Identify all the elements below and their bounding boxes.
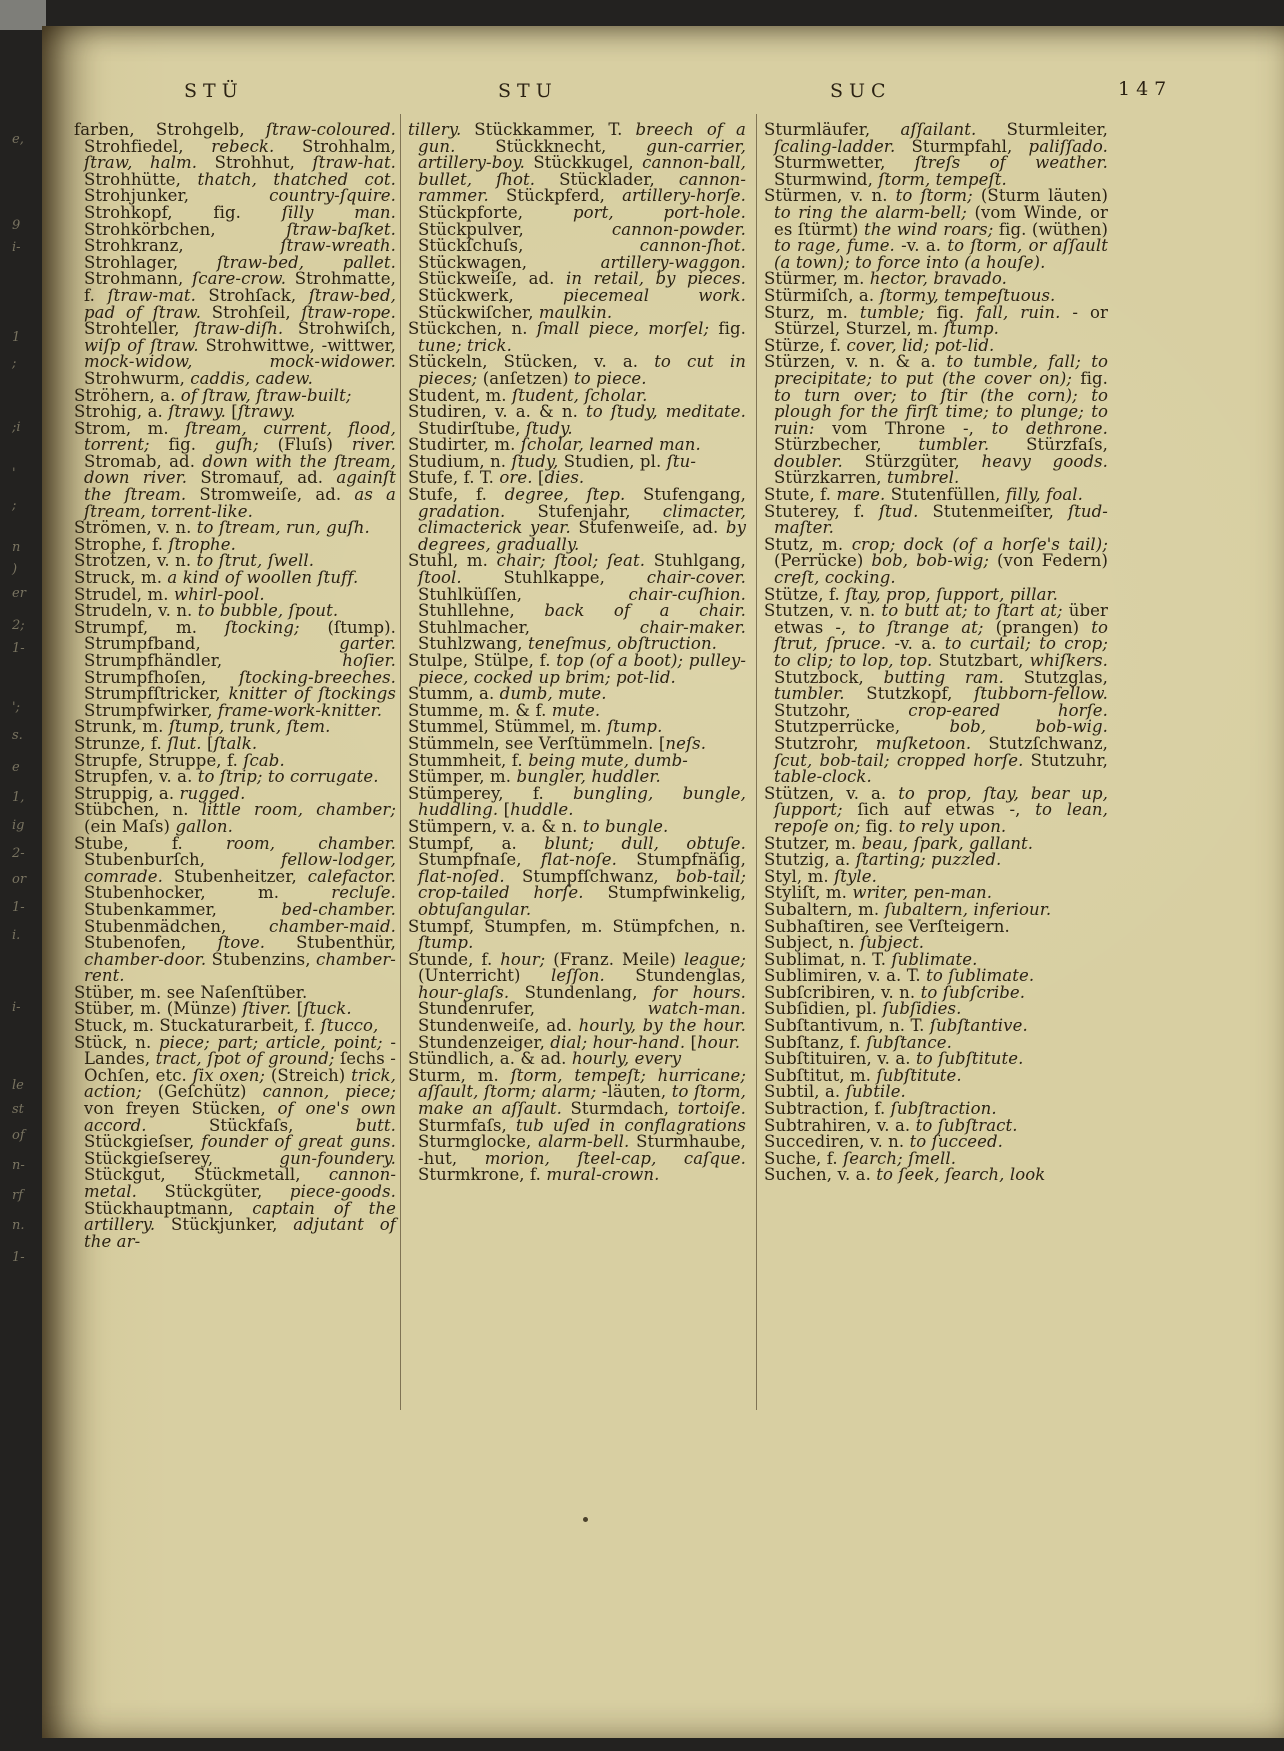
dictionary-entry: Sturm, m. ſtorm, tempeſt; hurricane; aſſault, ſtorm; alarm; -läuten, to ſtorm, make an aſſault. Sturmdach, tortoiſe. Sturmfaſs, tub uſed in conflagrations Sturmglocke, alarm-bell. Sturmhaube, -hut, morion, ſteel-cap, caſque. Sturmkrone, f. mural-crown. <box>408 1065 747 1185</box>
dictionary-entry: Stummel, Stümmel, m. ſtump. <box>408 717 663 737</box>
bleedthrough-mark: 1- <box>12 900 25 915</box>
dictionary-entry: Stutzen, v. n. to butt at; to ſtart at; über etwas -, to ſtrange at; (prangen) to ſtrut, ſpruce. -v. a. to curtail; to crop; to clip; to lop, top. Stutzbart, whiſkers. Stutzbock, butting ram. Stutzglas, tumbler. Stutzkopf, ſtubborn-fellow. Stutzohr, crop-eared horſe. Stutzperrücke, bob, bob-wig. Stutzrohr, muſketoon. Stutzſchwanz, ſcut, bob-tail; cropped horſe. Stutzuhr, table-clock. <box>764 601 1109 787</box>
gutter-bleedthrough-marks <box>0 0 44 1751</box>
dictionary-entry: Strunze, f. ſlut. [ſtalk. <box>74 733 258 753</box>
dictionary-entry: Stulpe, Stülpe, f. top (of a boot); pulley-piece, cocked up brim; pot-lid. <box>408 651 746 687</box>
dictionary-entry: Struppig, a. rugged. <box>74 783 246 803</box>
bleedthrough-mark: ; <box>12 356 17 371</box>
bleedthrough-mark: 9 <box>12 218 21 233</box>
dictionary-entry: Stummheit, f. being mute, dumb- <box>408 750 688 770</box>
dictionary-entry: Studiren, v. a. & n. to ſtudy, meditate. Studirſtube, ſtudy. <box>408 402 746 438</box>
dictionary-entry: Strom, m. ſtream, current, flood, torrent; fig. guſh; (Fluſs) river. Stromab, ad. down with the ſtream, down river. Stromauf, ad. againſt the ſtream. Stromweiſe, ad. as a ſtream, torrent-like. <box>74 418 396 521</box>
dictionary-entry: Studium, n. ſtudy, Studien, pl. ſtu- <box>408 451 696 471</box>
bleedthrough-mark: ;i <box>12 420 21 435</box>
column-rule-left <box>400 114 401 1410</box>
dictionary-entry: Subſtituiren, v. a. to ſubſtitute. <box>764 1049 1024 1069</box>
dictionary-entry: Strömen, v. n. to ſtream, run, guſh. <box>74 518 370 538</box>
running-head-right-catchword: SUC <box>830 80 892 102</box>
bleedthrough-mark: ; <box>12 498 17 513</box>
dictionary-entry: Strohig, a. ſtrawy. [ſtrawy. <box>74 402 296 422</box>
dictionary-entry: Studirter, m. ſcholar, learned man. <box>408 435 701 455</box>
dictionary-entry: Stuhl, m. chair; ſtool; ſeat. Stuhlgang, ſtool. Stuhlkappe, chair-cover. Stuhlküſſen, chair-cuſhion. Stuhllehne, back of a chair. Stuhlmacher, chair-maker. Stuhlzwang, teneſmus, obſtruction. <box>408 551 746 654</box>
bleedthrough-mark: rf <box>12 1188 24 1203</box>
bleedthrough-mark: e <box>12 760 20 775</box>
bleedthrough-mark: er <box>12 586 26 601</box>
bleedthrough-mark: i- <box>12 240 21 255</box>
dictionary-entry: Sturz, m. tumble; fig. fall, ruin. - or Stürzel, Sturzel, m. ſtump. <box>764 302 1108 339</box>
bleedthrough-mark: st <box>12 1102 24 1117</box>
dictionary-entry: Subtrahiren, v. a. to ſubſtract. <box>764 1115 1018 1135</box>
dictionary-entry: Subſcribiren, v. n. to ſubſcribe. <box>764 982 1026 1002</box>
dictionary-entry: Struck, m. a kind of woollen ſtuff. <box>74 568 359 588</box>
bleedthrough-mark: of <box>12 1128 25 1143</box>
running-head-left-catchword: STÜ <box>184 80 244 102</box>
dictionary-entry: Stürmiſch, a. ſtormy, tempeſtuous. <box>764 285 1056 305</box>
dictionary-entry: Stute, f. mare. Stutenfüllen, filly, foal. <box>764 485 1084 505</box>
bleedthrough-mark: e, <box>12 132 24 147</box>
bleedthrough-mark: le <box>12 1078 24 1093</box>
dictionary-entry: Student, m. ſtudent, ſcholar. <box>408 385 648 405</box>
dictionary-entry: Stunde, f. hour; (Franz. Meile) league; (Unterricht) leſſon. Stundenglas, hour-glaſs. Stundenlang, for hours. Stundenrufer, watch-man. Stundenweiſe, ad. hourly, by the hour. Stundenzeiger, dial; hour-hand. [hour. <box>408 949 747 1052</box>
dictionary-entry: Subſtanz, f. ſubſtance. <box>764 1032 952 1052</box>
dictionary-entry: Sturmläufer, aſſailant. Sturmleiter, ſcaling-ladder. Sturmpfahl, paliſſado. Sturmwetter, ſtreſs of weather. Sturmwind, ſtorm, tempeſt. <box>764 120 1108 189</box>
dictionary-entry: Stumpf, a. blunt; dull, obtuſe. Stumpfnaſe, flat-noſe. Stumpfnäſig, flat-noſed. Stumpfſchwanz, bob-tail; crop-tailed horſe. Stumpfwinkelig, obtuſangular. <box>408 833 746 919</box>
dictionary-entry: Stufe, f. T. ore. [dies. <box>408 468 585 488</box>
dictionary-entry: Subhaſtiren, see Verſteigern. <box>764 916 1010 936</box>
running-head-center-catchword: STU <box>498 80 558 102</box>
dictionary-entry: Stuterey, f. ſtud. Stutenmeiſter, ſtud-maſter. <box>764 501 1108 538</box>
dictionary-entry: Strunk, m. ſtump, trunk, ſtem. <box>74 717 331 737</box>
dictionary-entry: Stürze, f. cover, lid; pot-lid. <box>764 335 995 355</box>
dictionary-entry: Stückeln, Stücken, v. a. to cut in pieces; (anſetzen) to piece. <box>408 352 746 388</box>
dictionary-entry: Stümmeln, see Verſtümmeln. [neſs. <box>408 733 707 753</box>
dictionary-entry: Subſtantivum, n. T. ſubſtantive. <box>764 1016 1028 1036</box>
bleedthrough-mark: s. <box>12 728 23 743</box>
dictionary-column-2 <box>408 122 746 1184</box>
bleedthrough-mark: n. <box>12 1218 25 1233</box>
dictionary-entry: Styl, m. ſtyle. <box>764 866 878 886</box>
dictionary-column-3 <box>764 122 1108 1184</box>
dictionary-entry: Suchen, v. a. to ſeek, ſearch, look <box>764 1165 1046 1185</box>
bleedthrough-mark: 1- <box>12 641 25 656</box>
dictionary-entry: Strudel, m. whirl-pool. <box>74 584 265 604</box>
bleedthrough-mark: '; <box>12 700 20 715</box>
dictionary-entry: Strophe, f. ſtrophe. <box>74 534 236 554</box>
dictionary-entry: Stümpern, v. a. & n. to bungle. <box>408 816 669 836</box>
dictionary-entry: Stutzig, a. ſtarting; puzzled. <box>764 850 1002 870</box>
bleedthrough-mark: i- <box>12 1000 21 1015</box>
dictionary-entry: Subſidien, pl. ſubſidies. <box>764 999 962 1019</box>
dictionary-entry: Sublimiren, v. a. T. to ſublimate. <box>764 966 1035 986</box>
dictionary-entry: Subaltern, m. ſubaltern, inferiour. <box>764 899 1052 919</box>
ink-speck <box>583 1517 588 1522</box>
dictionary-entry: Subject, n. ſubject. <box>764 933 925 953</box>
dictionary-entry: Subſtitut, m. ſubſtitute. <box>764 1065 962 1085</box>
dictionary-entry: Stückchen, n. ſmall piece, morſel; fig. tune; trick. <box>408 319 746 355</box>
page-number: 147 <box>1118 78 1173 100</box>
dictionary-entry: Stübchen, n. little room, chamber; (ein Maſs) gallon. <box>74 800 396 836</box>
dictionary-entry: Stutzer, m. beau, ſpark, gallant. <box>764 833 1034 853</box>
dictionary-entry: Stumme, m. & f. mute. <box>408 700 601 720</box>
dictionary-entry: Subtraction, f. ſubſtraction. <box>764 1099 997 1119</box>
dictionary-entry: Stündlich, a. & ad. hourly, every <box>408 1049 682 1069</box>
dictionary-entry: Stück, n. piece; part; article, point; - Landes, tract, ſpot of ground; ſechs - Ochſen, etc. ſix oxen; (Streich) trick, action; (Geſchütz) cannon, piece; von freyen Stücken, of one's own accord. Stückfaſs, butt. Stückgieſser, founder of great guns. Stückgieſserey, gun-foundery. Stückgut, Stückmetall, cannon-metal. Stückgüter, piece-goods. Stückhauptmann, captain of the artillery. Stückjunker, adjutant of the ar- <box>74 1032 397 1251</box>
dictionary-entry: farben, Strohgelb, ſtraw-coloured. Strohfiedel, rebeck. Strohhalm, ſtraw, halm. Strohhut, ſtraw-hat. Strohhütte, thatch, thatched cot. Strohjunker, country-ſquire. Strohkopf, fig. ſilly man. Strohkörbchen, ſtraw-baſket. Strohkranz, ſtraw-wreath. Strohlager, ſtraw-bed, pallet. Strohmann, ſcare-crow. Strohmatte, f. ſtraw-mat. Strohſack, ſtraw-bed, pad of ſtraw. Strohſeil, ſtraw-rope. Strohteller, ſtraw-diſh. Strohwiſch, wiſp of ſtraw. Strohwittwe, -wittwer, mock-widow, mock-widower. Strohwurm, caddis, cadew. <box>74 120 397 388</box>
dictionary-entry: Succediren, v. n. to ſucceed. <box>764 1132 1004 1152</box>
dictionary-entry: Subtil, a. ſubtile. <box>764 1082 906 1102</box>
dictionary-column-1 <box>74 122 396 1250</box>
dictionary-entry: Ströhern, a. of ſtraw, ſtraw-built; <box>74 385 352 405</box>
column-rule-right <box>756 114 757 1410</box>
dictionary-entry: Sublimat, n. T. ſublimate. <box>764 949 978 969</box>
bleedthrough-mark: 1- <box>12 1250 25 1265</box>
dictionary-entry: Stüber, m. see Naſenſtüber. <box>74 982 308 1002</box>
dictionary-entry: Styliſt, m. writer, pen-man. <box>764 883 993 903</box>
dictionary-entry: Stümper, m. bungler, huddler. <box>408 767 661 787</box>
dictionary-entry: Stützen, v. a. to prop, ſtay, bear up, ſupport; ſich auf etwas -, to lean, repoſe on; fig. to rely upon. <box>764 783 1108 836</box>
dictionary-entry: Strumpf, m. ſtocking; (ſtump). Strumpfband, garter. Strumpfhändler, hoſier. Strumpfhoſen, ſtocking-breeches. Strumpfſtricker, knitter of ſtockings Strumpfwirker, frame-work-knitter. <box>74 617 396 720</box>
bleedthrough-mark: ' <box>12 466 16 481</box>
bleedthrough-mark: ) <box>12 562 18 577</box>
bleedthrough-mark: n- <box>12 1158 25 1173</box>
dictionary-entry: tillery. Stückkammer, T. breech of a gun. Stückknecht, gun-carrier, artillery-boy. Stückkugel, cannon-ball, bullet, ſhot. Stücklader, cannon-rammer. Stückpferd, artillery-horſe. Stückpforte, port, port-hole. Stückpulver, cannon-powder. Stückſchuſs, cannon-ſhot. Stückwagen, artillery-waggon. Stückweiſe, ad. in retail, by pieces. Stückwerk, piecemeal work. Stückwiſcher, maulkin. <box>408 120 746 322</box>
bleedthrough-mark: 2- <box>12 846 25 861</box>
dictionary-entry: Stumm, a. dumb, mute. <box>408 684 607 704</box>
dictionary-page <box>42 26 1284 1738</box>
dictionary-entry: Stube, f. room, chamber. Stubenburſch, fellow-lodger, comrade. Stubenheitzer, calefactor. Stubenhocker, m. recluſe. Stubenkammer, bed-chamber. Stubenmädchen, chamber-maid. Stubenofen, ſtove. Stubenthür, chamber-door. Stubenzins, chamber-rent. <box>74 833 396 986</box>
dictionary-entry: Stürmer, m. hector, bravado. <box>764 269 1008 289</box>
dictionary-entry: Stuck, m. Stuckaturarbeit, f. ſtucco, <box>74 1016 379 1036</box>
bleedthrough-mark: 2; <box>12 618 25 633</box>
bleedthrough-mark: 1, <box>12 790 25 805</box>
dictionary-entry: Strupfe, Struppe, f. ſcab. <box>74 750 285 770</box>
bleedthrough-mark: or <box>12 872 27 887</box>
bleedthrough-mark: n <box>12 540 21 555</box>
dictionary-entry: Stütze, f. ſtay, prop, ſupport, pillar. <box>764 584 1059 604</box>
dictionary-entry: Strupfen, v. a. to ſtrip; to corrugate. <box>74 767 379 787</box>
bleedthrough-mark: ig <box>12 818 25 833</box>
dictionary-entry: Stümperey, f. bungling, bungle, huddling. [huddle. <box>408 783 747 820</box>
dictionary-entry: Stüber, m. (Münze) ſtiver. [ſtuck. <box>74 999 352 1019</box>
dictionary-entry: Strotzen, v. n. to ſtrut, ſwell. <box>74 551 315 571</box>
dictionary-entry: Stürzen, v. n. & a. to tumble, fall; to precipitate; to put (the cover on); fig. to turn over; to ſtir (the corn); to plough for the firſt time; to plunge; to ruin: vom Throne -, to dethrone. Stürzbecher, tumbler. Stürzfaſs, doubler. Stürzgüter, heavy goods. Stürzkarren, tumbrel. <box>764 352 1109 488</box>
dictionary-entry: Stumpf, Stumpfen, m. Stümpfchen, n. ſtump. <box>408 916 746 953</box>
dictionary-entry: Suche, f. ſearch; ſmell. <box>764 1148 957 1168</box>
bleedthrough-mark: 1 <box>12 330 21 345</box>
dictionary-entry: Strudeln, v. n. to bubble, ſpout. <box>74 601 339 621</box>
dictionary-entry: Stürmen, v. n. to ſtorm; (Sturm läuten) to ring the alarm-bell; (vom Winde, or es ſtürmt) the wind roars; fig. (wüthen) to rage, fume. -v. a. to ſtorm, or aſſault (a town); to force into (a houſe). <box>764 186 1108 272</box>
dictionary-entry: Stutz, m. crop; dock (of a horſe's tail); (Perrücke) bob, bob-wig; (von Federn) creſt, cocking. <box>764 534 1108 588</box>
bleedthrough-mark: i. <box>12 928 21 943</box>
dictionary-entry: Stufe, f. degree, ſtep. Stufengang, gradation. Stufenjahr, climacter, climacterick year. Stufenweiſe, ad. by degrees, gradually. <box>408 485 746 554</box>
